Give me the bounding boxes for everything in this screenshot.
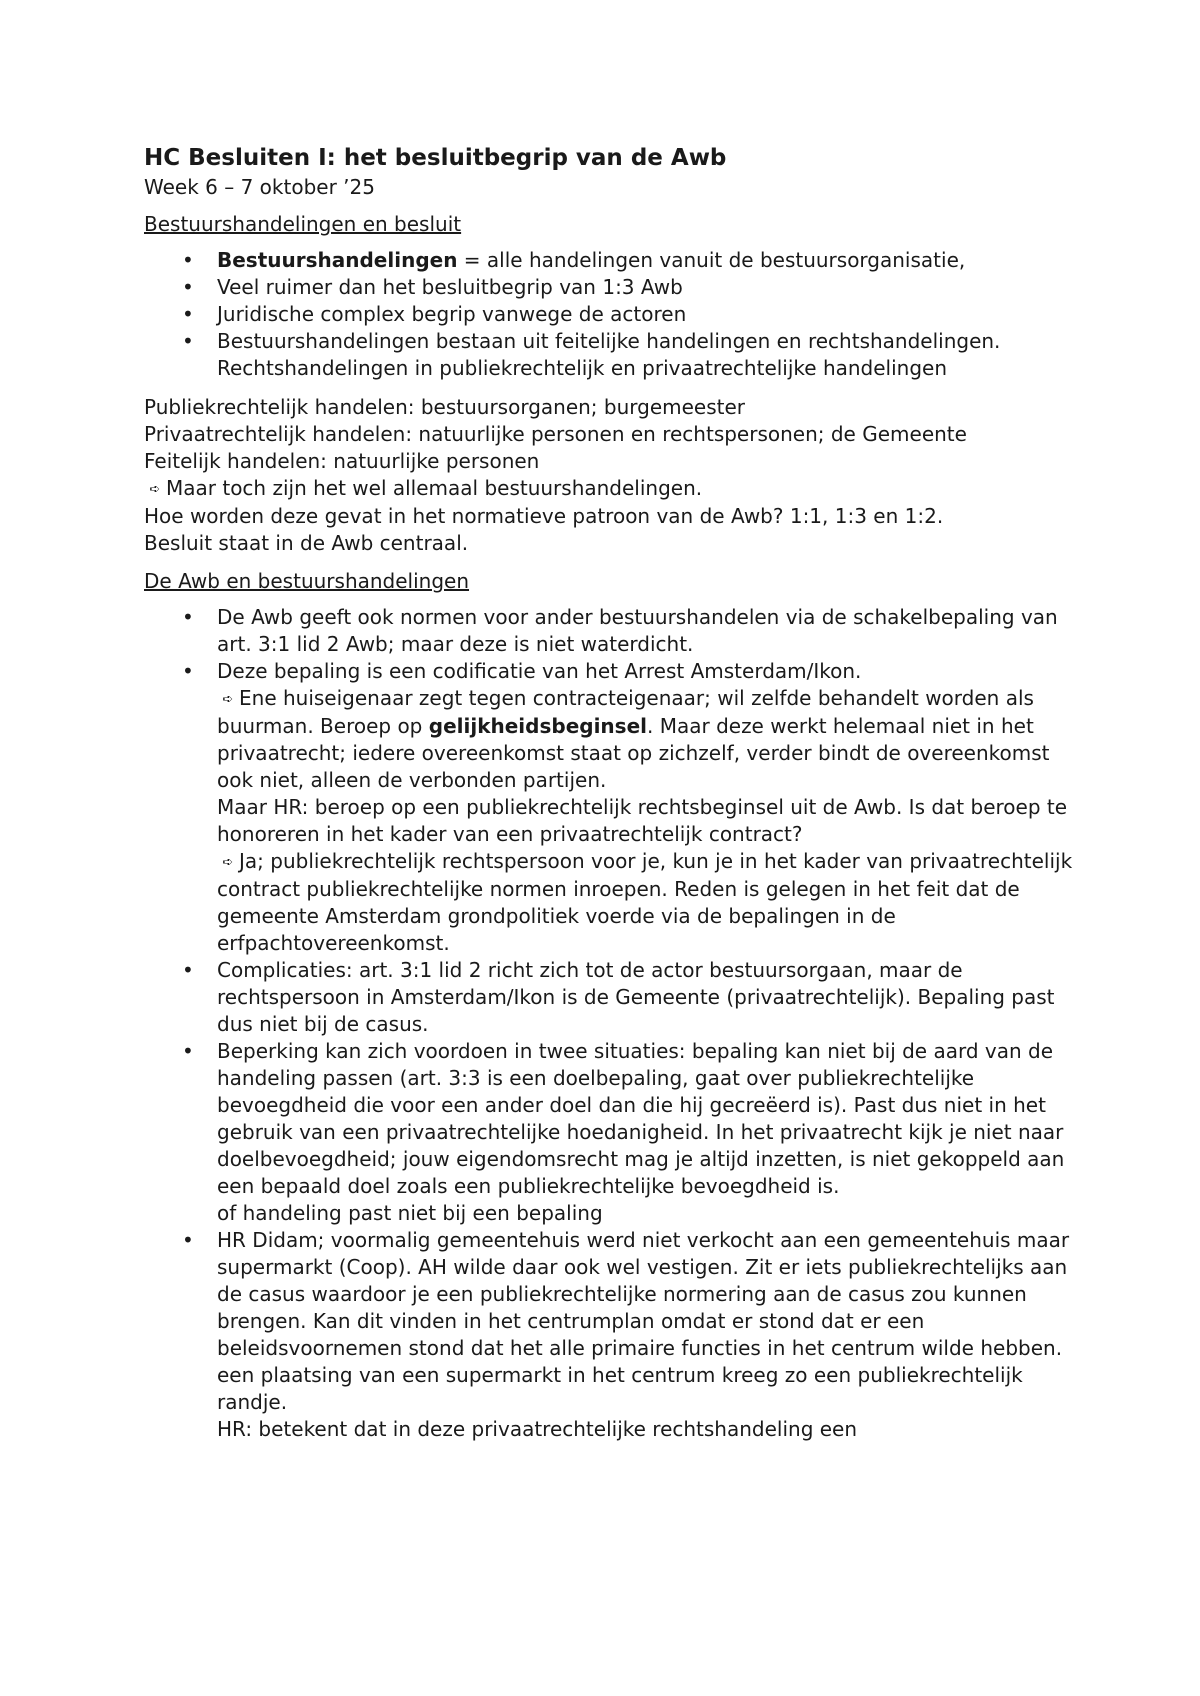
list-item-text: Complicaties: art. 3:1 lid 2 richt zich tot de actor bestuursorgaan, maar de rechtspersoon in Amsterdam/Ikon is de Gemeente (privaatrechtelijk). Bepaling past dus niet bij de casus.	[217, 958, 1055, 1036]
list-item-text: of handeling past niet bij een bepaling	[217, 1201, 603, 1225]
arrow-icon: ➪	[149, 482, 161, 497]
list-item-text: Veel ruimer dan het besluitbegrip van 1:3 Awb	[217, 275, 683, 299]
list-item-text: Juridische complex begrip vanwege de actoren	[217, 302, 687, 326]
text-line: Privaatrechtelijk handelen: natuurlijke personen en rechtspersonen; de Gemeente	[144, 422, 967, 446]
arrow-paragraph	[217, 685, 1074, 794]
text-line	[144, 475, 1074, 503]
arrow-text: . Maar deze werkt helemaal niet in het privaatrecht; iedere overeenkomst staat op zichzelf, verder bindt de overeenkomst ook niet, alleen de verbonden partijen.	[217, 714, 1050, 792]
section-heading-awb: De Awb en bestuurshandelingen	[144, 569, 470, 593]
list-item-text: De Awb geeft ook normen voor ander bestuurshandelen via de schakelbepaling van art. 3:1 lid 2 Awb; maar deze is niet waterdicht.	[217, 605, 1058, 656]
paragraph-block	[144, 394, 1074, 557]
list-item-text: = alle handelingen vanuit de bestuursorganisatie,	[457, 248, 966, 272]
bullet-list-2	[144, 604, 1074, 1443]
arrow-text: Ja; publiekrechtelijk rechtspersoon voor je, kun je in het kader van privaatrechtelijk contract publiekrechtelijke normen inroepen. Reden is gelegen in het feit dat de gemeente Amsterdam grondpolitiek voerde via de bepalingen in de erfpachtovereenkomst.	[217, 849, 1073, 955]
bullet-list-1	[144, 247, 1074, 382]
arrow-icon: ➪	[222, 855, 234, 870]
list-item-text: • Beperking kan zich voordoen in twee situaties: bepaling kan niet bij de aard van de handeling passen (art. 3:3 is een doelbepaling, gaat over publiekrechtelijke bevoegdheid die voor een ander doel dan die hij gecreëerd is). Past dus niet in het gebruik van een privaatrechtelijke hoedanigheid. In het privaatrecht kijk je niet naar doelbevoegdheid; jouw eigendomsrecht mag je altijd inzetten, is niet gekoppeld aan een bepaald doel zoals een publiekrechtelijke bevoegdheid is.	[217, 1039, 1065, 1198]
list-item	[144, 247, 1074, 274]
list-item	[144, 1227, 1074, 1443]
list-item	[144, 658, 1074, 957]
hr-paragraph: Maar HR: beroep op een publiekrechtelijk rechtsbeginsel uit de Awb. Is dat beroep te honoreren in het kader van een privaatrechtelijk contract?	[217, 795, 1068, 846]
document-content	[144, 142, 1074, 1455]
text-line: Hoe worden deze gevat in het normatieve patroon van de Awb? 1:1, 1:3 en 1:2.	[144, 504, 944, 528]
bold-term: gelijkheidsbeginsel	[428, 714, 647, 738]
list-item	[144, 328, 1074, 382]
arrow-line-text: Maar toch zijn het wel allemaal bestuurshandelingen.	[166, 476, 703, 500]
list-item	[144, 1038, 1074, 1227]
list-item-text: • Deze bepaling is een codificatie van het Arrest Amsterdam/Ikon.	[217, 659, 862, 683]
hr-paragraph: HR: betekent dat in deze privaatrechtelijke rechtshandeling een	[217, 1417, 858, 1441]
arrow-text: Ene huiseigenaar zegt tegen contracteigenaar; wil zelfde behandelt worden als buurman. Beroep op	[217, 686, 1034, 738]
list-item	[144, 604, 1074, 658]
list-item-text: • HR Didam; voormalig gemeentehuis werd niet verkocht aan een gemeentehuis maar supermarkt (Coop). AH wilde daar ook wel vestigen. Zit er iets publiekrechtelijks aan de casus waardoor je een publiekrechtelijke normering aan de casus zou kunnen brengen. Kan dit vinden in het centrumplan omdat er stond dat er een beleidsvoornemen stond dat het alle primaire functies in het centrum wilde hebben. een plaatsing van een supermarkt in het centrum kreeg zo een publiekrechtelijk randje.	[217, 1228, 1070, 1414]
bold-term: Bestuurshandelingen	[217, 248, 458, 272]
arrow-icon: ➪	[222, 692, 234, 707]
section-heading-bestuurshandelingen: Bestuurshandelingen en besluit	[144, 212, 462, 236]
text-line: Feitelijk handelen: natuurlijke personen	[144, 449, 540, 473]
page-subtitle: Week 6 – 7 oktober ’25	[144, 175, 375, 199]
text-line: Besluit staat in de Awb centraal.	[144, 531, 469, 555]
list-item	[144, 301, 1074, 328]
list-item	[144, 274, 1074, 301]
arrow-paragraph	[217, 848, 1074, 957]
list-item-text: Bestuurshandelingen bestaan uit feitelijke handelingen en rechtshandelingen. Rechtshandelingen in publiekrechtelijk en privaatrechtelijke handelingen	[217, 329, 1001, 380]
list-item	[144, 957, 1074, 1038]
text-line: Publiekrechtelijk handelen: bestuursorganen; burgemeester	[144, 395, 746, 419]
page-title: HC Besluiten I: het besluitbegrip van de Awb	[144, 145, 727, 171]
